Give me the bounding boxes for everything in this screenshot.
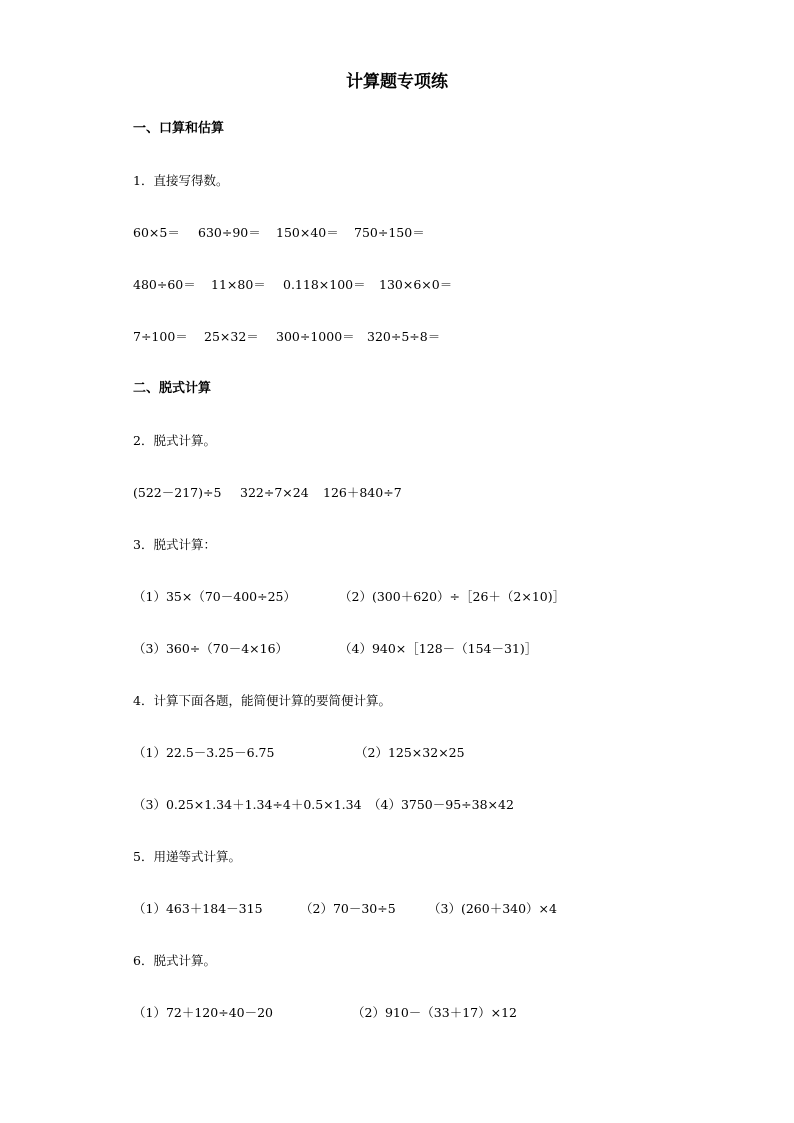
- q3-row-1: [133, 589, 566, 637]
- question-5-prompt: 5．用递等式计算。: [133, 849, 241, 864]
- q6-expr: （1）72＋120÷40－20: [133, 1005, 274, 1020]
- q5-expr: （1）463＋184－315: [133, 901, 263, 916]
- page-title: 计算题专项练: [346, 72, 448, 92]
- q3-expr: （4）940×［128－（154－31)］: [339, 641, 538, 656]
- q1-expr: 60×5＝: [133, 225, 180, 240]
- q1-expr: 630÷90＝: [198, 225, 261, 240]
- question-1-prompt: 1．直接写得数。: [133, 173, 229, 188]
- q5-expr: （3）(260＋340）×4: [428, 901, 557, 916]
- q1-expr: 11×80＝: [211, 277, 266, 292]
- q5-expr: （2）70－30÷5: [300, 901, 396, 916]
- q2-expr: (522－217)÷5: [133, 485, 222, 500]
- q1-expr: 0.118×100＝: [283, 277, 366, 292]
- q1-expr: 7÷100＝: [133, 329, 188, 344]
- q4-row-1: [133, 745, 465, 793]
- q1-expr: 480÷60＝: [133, 277, 196, 292]
- section-heading-2: 二、脱式计算: [133, 381, 212, 396]
- question-2-prompt: 2．脱式计算。: [133, 433, 216, 448]
- q1-expr: 750÷150＝: [354, 225, 425, 240]
- q4-expr: （1）22.5－3.25－6.75: [133, 745, 275, 760]
- q6-row: [133, 1005, 518, 1053]
- q1-expr: 320÷5÷8＝: [367, 329, 441, 344]
- q2-expr: 322÷7×24: [240, 485, 309, 500]
- question-6-prompt: 6．脱式计算。: [133, 953, 216, 968]
- question-4-prompt: 4．计算下面各题，能简便计算的要简便计算。: [133, 693, 391, 708]
- q3-expr: （1）35×（70－400÷25）: [133, 589, 296, 604]
- q1-expr: 150×40＝: [276, 225, 339, 240]
- q3-row-2: [133, 641, 538, 689]
- q6-expr: （2）910－（33＋17）×12: [352, 1005, 518, 1020]
- q4-expr: （4）3750－95÷38×42: [368, 797, 514, 812]
- q4-expr: （2）125×32×25: [355, 745, 465, 760]
- q1-expr: 25×32＝: [204, 329, 259, 344]
- q4-expr: （3）0.25×1.34＋1.34÷4＋0.5×1.34: [133, 797, 362, 812]
- q3-expr: （2）(300＋620）÷［26＋（2×10)］: [339, 589, 566, 604]
- q4-row-2: [133, 797, 514, 845]
- q1-expr: 300÷1000＝: [276, 329, 355, 344]
- question-3-prompt: 3．脱式计算：: [133, 537, 216, 552]
- section-heading-1: 一、口算和估算: [133, 121, 225, 136]
- q3-expr: （3）360÷（70－4×16）: [133, 641, 289, 656]
- q2-expr: 126＋840÷7: [323, 485, 402, 500]
- q1-expr: 130×6×0＝: [379, 277, 453, 292]
